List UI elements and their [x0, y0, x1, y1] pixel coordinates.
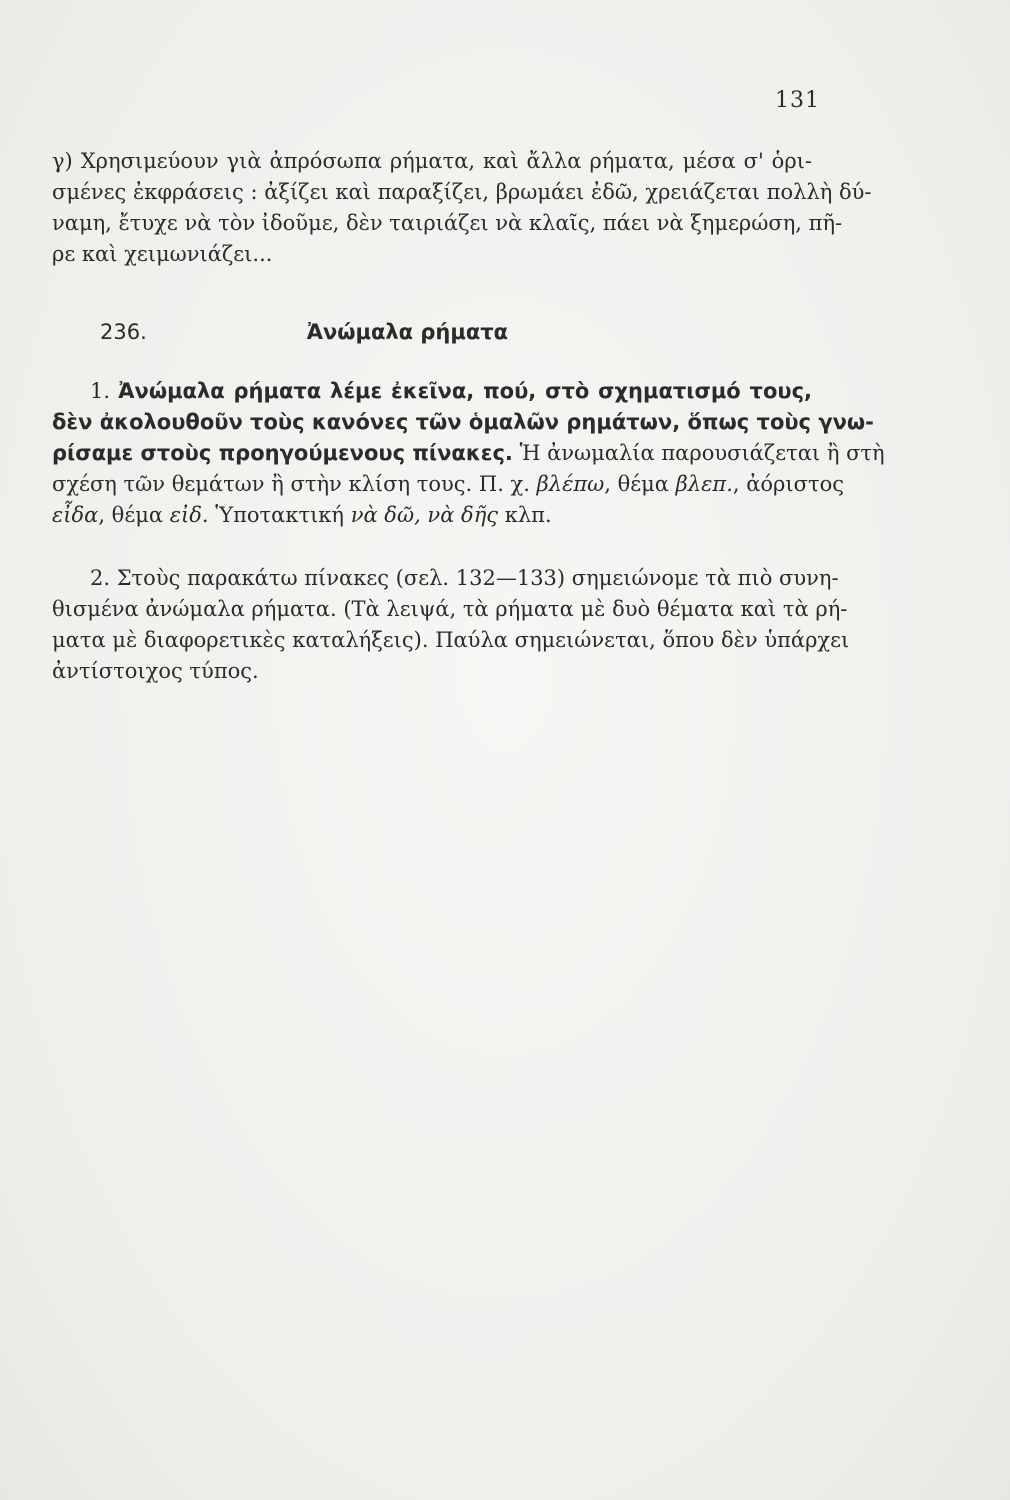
- italic-text: εἶδα: [52, 503, 99, 527]
- italic-text: νὰ δῶ, νὰ δῆς: [350, 503, 499, 527]
- plain-text: , ἀόριστος: [732, 472, 844, 496]
- bold-text: ρίσαμε στοὺς προηγούμενους πίνακες.: [52, 441, 513, 465]
- paragraph-line: γ) Χρησιμεύουν γιὰ ἀπρόσωπα ρήματα, καὶ ἄλλα ρήματα, μέσα σ' ὁρι-: [52, 149, 812, 173]
- paragraph-line: ρε καὶ χειμωνιάζει...: [52, 242, 273, 266]
- bold-text: Ἀνώμαλα ρήματα λέμε ἐκεῖνα, πού, στὸ σχηματισμό τους,: [118, 379, 812, 403]
- plain-text: Ἡ ἀνωμαλία παρουσιάζεται ἢ στὴ: [512, 441, 885, 465]
- plain-text: σχέση τῶν θεμάτων ἢ στὴν κλίση τους. Π. χ.: [52, 472, 537, 496]
- paragraph-number: 1.: [90, 379, 111, 403]
- paragraph-1: [52, 376, 885, 531]
- section-number: 236.: [100, 320, 147, 344]
- paragraph-line: ναμη, ἔτυχε νὰ τὸν ἰδοῦμε, δὲν ταιριάζει νὰ κλαῖς, πάει νὰ ξημερώση, πῆ-: [52, 211, 843, 235]
- paragraph-line: σμένες ἐκφράσεις : ἀξίζει καὶ παραξίζει, βρωμάει ἐδῶ, χρειάζεται πολλὴ δύ-: [52, 180, 872, 204]
- italic-text: βλεπ.: [675, 472, 733, 496]
- plain-text: κλπ.: [498, 503, 552, 527]
- paragraph-line: θισμένα ἀνώμαλα ρήματα. (Τὰ λειψά, τὰ ρήματα μὲ δυὸ θέματα καὶ τὰ ρή-: [52, 597, 848, 621]
- paragraph-2: [52, 563, 850, 687]
- bold-text: δὲν ἀκολουθοῦν τοὺς κανόνες τῶν ὁμαλῶν ρημάτων, ὅπως τοὺς γνω-: [52, 410, 874, 434]
- paragraph-line: [52, 376, 812, 407]
- italic-text: εἰδ.: [169, 503, 209, 527]
- page-number: 131: [775, 88, 820, 113]
- paragraph-line: [52, 469, 844, 500]
- paragraph-line: ματα μὲ διαφορετικὲς καταλήξεις). Παύλα σημειώνεται, ὅπου δὲν ὑπάρχει: [52, 628, 850, 652]
- paragraph-gamma: [52, 146, 872, 270]
- paragraph-line: 2. Στοὺς παρακάτω πίνακες (σελ. 132—133) σημειώνομε τὰ πιὸ συνη-: [90, 566, 839, 590]
- plain-text: , θέμα: [604, 472, 676, 496]
- paragraph-line: [52, 500, 812, 531]
- section-title: Ἀνώμαλα ρήματα: [306, 320, 509, 344]
- plain-text: , θέμα: [98, 503, 170, 527]
- paragraph-line: [52, 438, 885, 469]
- paragraph-line: [52, 407, 874, 438]
- section-heading: [100, 320, 800, 344]
- paragraph-line: ἀντίστοιχος τύπος.: [52, 659, 259, 683]
- plain-text: Ὑποτακτική: [208, 503, 351, 527]
- italic-text: βλέπω: [536, 472, 605, 496]
